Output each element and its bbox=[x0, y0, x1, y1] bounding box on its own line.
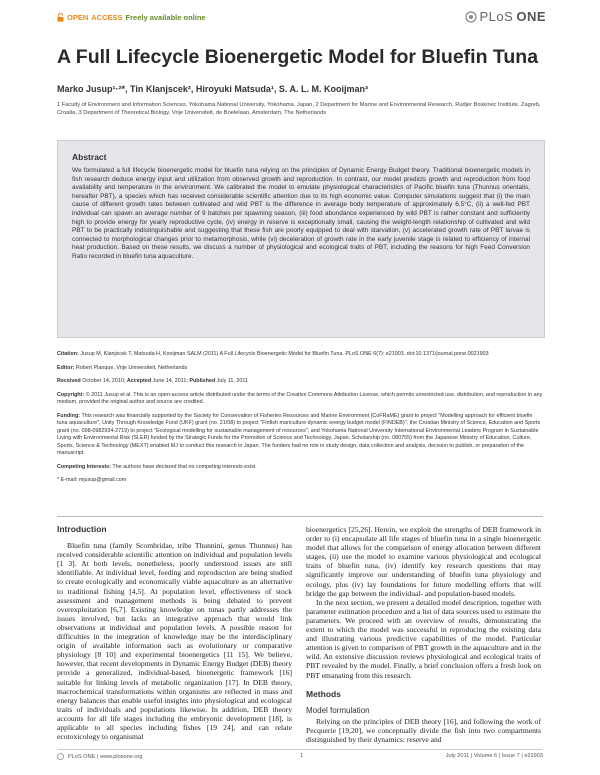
dates bbox=[57, 378, 543, 386]
open-access-bold: ACCESS bbox=[91, 13, 123, 22]
one-brand: ONE bbox=[516, 9, 546, 24]
affiliations: 1 Faculty of Environment and Information Sciences, Yokohama National University, Yokohama, Japan, 2 Department for Marine and Environmental Research, Rudjer Boskovic Institute, Zagreb, Croatia, 3 Department of Theoretical Biology, Vrije Universiteit, de Boelelaan, Amsterdam, The Netherlands bbox=[57, 102, 541, 116]
plos-brand: PLoS bbox=[479, 9, 514, 24]
author-list: Marko Jusup¹·²*, Tin Klanjscek², Hiroyuki Matsuda¹, S. A. L. M. Kooijman³ bbox=[57, 84, 369, 94]
introduction-heading: Introduction bbox=[57, 524, 107, 534]
copyright-text: © 2011 Jusup et al. This is an open-access article distributed under the terms of the Creative Commons Attribution License, which permits unrestricted use, distribution, and reproduction in any medium, provided the original author and source are credited. bbox=[57, 391, 543, 405]
article-title: A Full Lifecycle Bioenergetic Model for Bluefin Tuna bbox=[57, 46, 539, 68]
freely-available-text: Freely available online bbox=[125, 13, 206, 22]
abstract-box bbox=[57, 140, 545, 338]
footer-journal-text: PLoS ONE | www.plosone.org bbox=[68, 753, 143, 760]
left-column bbox=[57, 525, 292, 741]
editor-label: Editor: bbox=[57, 364, 75, 371]
page-number: 1 bbox=[300, 753, 304, 759]
funding bbox=[57, 413, 543, 458]
abstract-text: We formulated a full lifecycle bioenergetic model for bluefin tuna relying on the principles of Dynamic Energy Budget theory. Traditional bioenergetic models in fish research deduce energy input and utilization from observed growth and reproduction. In contrast, our model predicts growth and reproduction from food availability and temperature in the environment. We calibrated the model to emulate physiological characteristics of Pacific bluefin tuna (Thunnus orientalis, hereafter PBT), a species which has received considerable scientific attention due to its high economic value. Computer simulations suggest that (i) the main cause of different growth rates between cultivated and wild PBT is the difference in average body temperature of approximately 6.5°C, (ii) a well-fed PBT individual can spawn an average number of 9 batches per spawning season, (iii) food abundance experienced by wild PBT is rather constant and sufficiently high to provide energy for yearly reproductive cycle, (iv) energy in reserve is exceptionally small, causing the weight-length relationship of cultivated and wild PBT to be practically indistinguishable and suggesting that these fish are poorly equipped to deal with starvation, (v) accelerated growth rate of PBT larvae is connected to morphological changes prior to metamorphosis, while (vi) deceleration of growth rate in the early juvenile stage is related to efficiency of internal heat production. Based on these results, we discuss a number of physiological and ecological traits of PBT, including the reasons for high Feed Conversion Ratio recorded in bluefin tuna aquaculture. bbox=[72, 167, 530, 260]
citation-label: Citation: bbox=[57, 351, 79, 357]
contact-email[interactable]: * E-mail: mjusup@gmail.com bbox=[57, 477, 127, 483]
competing-interests bbox=[57, 464, 543, 472]
right-column bbox=[306, 525, 541, 744]
plos-footer-icon bbox=[57, 753, 64, 760]
funding-text: This research was financially supported by the Society for Conservation of Fisheries Resources and Marine Environment (CoFRaME) grant to project "Modelling approach for efficient bluefin tuna aquaculture", Unity Through Knowledge Fund (UKF) grant (no. 21/08) to project "Finfish mariculture dynamic energy budget model (FINDEB)", the Croatian Ministry of Science, Education and Sports grant (no. 098-0982934-2719) to project "Ecological modelling for sustainable management of resources", and Yokohama National University International Environmental Leaders Program in Sustainable Living with Environmental Risk (SLER) funded by the Strategic Funds for the Promotion of Science and Technology, Japan. Scholarship (no. 080755) from the Japanese Ministry of Education, Culture, Sports, Science & Technology (MEXT) enabled MJ to conduct this research in Japan. The funders had no role in study design, data collection and analysis, decision to publish, or preparation of the manuscript. bbox=[57, 412, 541, 456]
footer-journal[interactable] bbox=[57, 753, 143, 760]
footer-divider bbox=[57, 749, 543, 750]
received-date: October 14, 2010; bbox=[82, 378, 126, 384]
intro-continuation-paragraph: bioenergetics [25,26]. Herein, we exploit the strengths of DEB framework in order to (i) encapsulate all life stages of bluefin tuna in a single bioenergetic model that allows for the comparison of energy allocation between different stages, (ii) use the model to examine various physiological and ecological traits of bluefin tuna, (iv) identify key research questions that may significantly improve our understanding of bluefin tuna physiology and ecology, plus (iv) lay foundations for future modelling efforts that will bridge the gap between the individual- and population-based models. bbox=[306, 525, 541, 598]
citation bbox=[57, 351, 543, 359]
copyright bbox=[57, 392, 543, 407]
footer-issue: July 2011 | Volume 6 | Issue 7 | e21903 bbox=[445, 753, 543, 759]
published-label: Published bbox=[189, 378, 216, 384]
accepted-date: June 14, 2011; bbox=[152, 378, 188, 384]
accepted-label: Accepted bbox=[126, 378, 152, 384]
methods-heading: Methods bbox=[306, 688, 341, 699]
editor bbox=[57, 365, 543, 373]
open-access-badge[interactable] bbox=[57, 13, 206, 22]
article-metadata bbox=[57, 351, 543, 491]
journal-header bbox=[0, 0, 600, 40]
introduction-paragraph: Bluefin tuna (family Scombridae, tribe Thunnini, genus Thunnus) has received considerable scientific attention on individual and population levels [1 3]. At both levels, nonetheless, poorly understood issues are still identifiable. At individual level, feeding and reproduction are being studied to create ecologically and economically viable aquaculture as an alternative to traditional fishing [4,5]. At population level, effectiveness of stock assessment and management methods is being debated to prevent overexploitation [6,7]. Existing knowledge on tunas partly addresses the issues involved, but lacks an integrative approach that would link observations at individual and population levels. A possible reason for difficulties in the integration of knowledge may be the interdisciplinary origin of available information such as evolutionary or comparative physiology [8 10] and experimental bioenergetics [11 15]. We believe, however, that recent developments in Dynamic Energy Budget (DEB) theory provide a generalized, individual-based, bioenergetic framework [16] suitable for linking levels of metabolic organization [17]. In DEB theory, macrochemical transformations within organisms are reflected in mass and energy balances that enable useful insights into physiological and ecological traits of individuals and populations likewise. In addition, DEB theory accounts for all life stages including the embryonic development [18], is applicable to all species including fishes [19 24], and can relate ecotoxicology to organismal bbox=[57, 541, 292, 742]
competing-text: The authors have declared that no competing interests exist. bbox=[112, 463, 257, 470]
plos-logo-icon bbox=[465, 11, 477, 23]
competing-label: Competing Interests: bbox=[57, 463, 111, 470]
model-formulation-paragraph: Relying on the principles of DEB theory [16], and following the work of Pecquerie [19,20], we conceptually divide the fish into two compartments distinguished by their dynamics: reserve and bbox=[306, 716, 541, 744]
received-label: Received bbox=[57, 378, 81, 384]
plos-one-logo[interactable] bbox=[465, 9, 546, 24]
section-divider bbox=[57, 516, 543, 517]
funding-label: Funding: bbox=[57, 412, 81, 419]
copyright-label: Copyright: bbox=[57, 391, 85, 398]
model-formulation-heading: Model formulation bbox=[306, 705, 370, 715]
spacer bbox=[306, 680, 541, 690]
intro-overview-paragraph: In the next section, we present a detailed model description, together with parameter estimation procedure and a list of data sources used to estimate the parameters. We proceed with an overview of results, demonstrating the extent to which the model was successful in reproducing the existing data and illustrating various predictive capabilities of the model. Particular attention is given to comparison of PBT growth in the aquaculture and in the wild. An extensive discussion reviews physiological and ecological traits of PBT revealed by the model. Finally, a brief conclusion offers a fresh look on PBT emanating from this research. bbox=[306, 597, 541, 680]
editor-text: Robert Planque, Vrije Universiteit, Netherlands bbox=[75, 364, 188, 371]
abstract-heading: Abstract bbox=[72, 152, 107, 162]
citation-text: Jusup M, Klanjscek T, Matsuda H, Kooijman SALM (2011) A Full Lifecycle Bioenergetic Model for Bluefin Tuna. PLoS ONE 6(7): e21903. doi:10.1371/journal.pone.0021903 bbox=[80, 351, 489, 357]
open-lock-icon bbox=[57, 13, 64, 22]
published-date: July 11, 2011 bbox=[216, 378, 248, 384]
open-access-label: OPEN bbox=[67, 13, 89, 22]
page-footer bbox=[57, 753, 543, 763]
